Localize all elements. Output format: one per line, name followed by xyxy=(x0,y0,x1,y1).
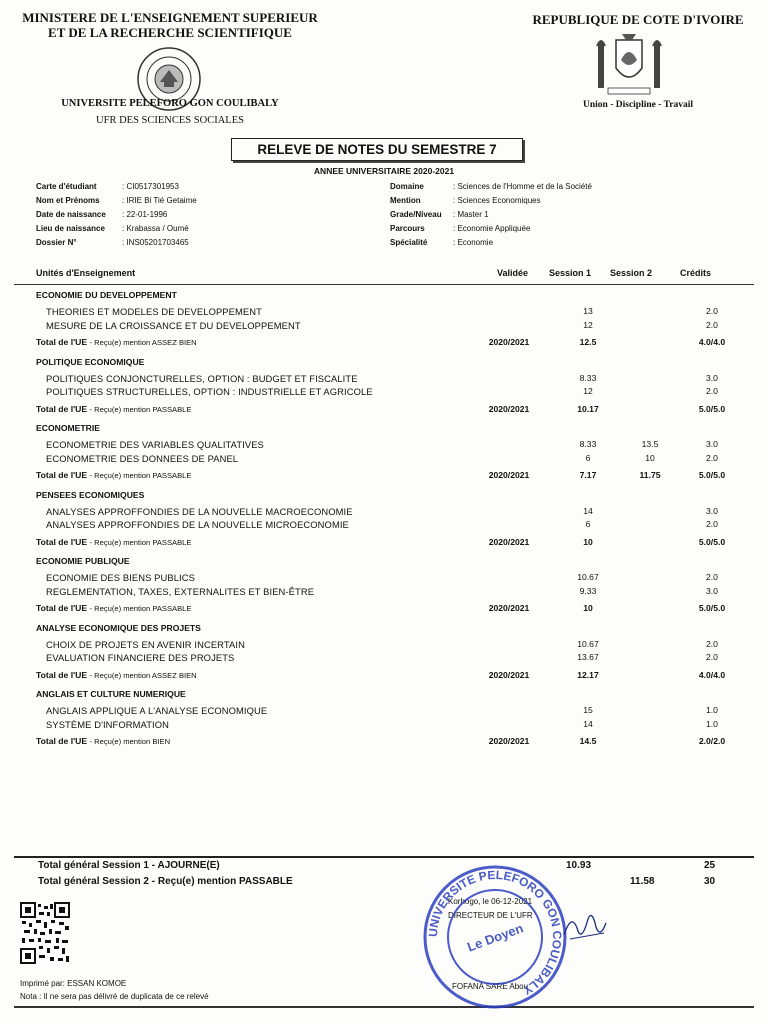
info-label: Date de naissance xyxy=(36,210,106,219)
ec-name: EVALUATION FINANCIERE DES PROJETS xyxy=(46,652,235,663)
ue-total-label xyxy=(36,470,191,480)
ec-name: REGLEMENTATION, TAXES, EXTERNALITES ET BIEN-ÊTRE xyxy=(46,585,315,597)
printed-by: Imprimé par: ESSAN KOMOE xyxy=(20,979,127,988)
ue-total-label xyxy=(36,337,197,347)
ec-session1-grade: 10.67 xyxy=(577,572,599,582)
ec-credits: 3.0 xyxy=(706,372,718,383)
ue-mention: - Reçu(e) mention BIEN xyxy=(89,737,171,746)
info-value: : INS05201703465 xyxy=(122,238,189,247)
ue-credits: 4.0/4.0 xyxy=(698,669,726,680)
total-session2-credits: 30 xyxy=(704,876,716,887)
qr-code-icon xyxy=(20,902,70,964)
university-name: UNIVERSITE PELEFORO GON COULIBALY xyxy=(61,98,279,109)
ec-name: MESURE DE LA CROISSANCE ET DU DEVELOPPEMENT xyxy=(46,319,301,331)
ec-session2-grade: 13.5 xyxy=(641,439,659,449)
ue-title: ECONOMETRIE xyxy=(36,423,100,433)
ue-total-text: Total de l'UE xyxy=(36,669,88,680)
signature-role: DIRECTEUR DE L'UFR xyxy=(448,911,533,920)
ec-session1-grade: 14 xyxy=(583,718,593,729)
ue-total-label xyxy=(36,404,191,414)
col-header-ue: Unités d'Enseignement xyxy=(36,268,136,278)
ue-session1-average: 12.5 xyxy=(579,337,597,347)
ec-credits: 2.0 xyxy=(706,572,718,582)
signatory-name: FOFANA SARE Abou xyxy=(452,982,529,991)
ue-credits: 5.0/5.0 xyxy=(698,536,726,547)
ue-session2-average: 11.75 xyxy=(639,470,661,480)
ue-validee: 2020/2021 xyxy=(488,403,530,414)
ec-name: CHOIX DE PROJETS EN AVENIR INCERTAIN xyxy=(46,638,245,650)
ec-name: ECONOMETRIE DES DONNEES DE PANEL xyxy=(46,452,239,464)
info-value: : 22-01-1996 xyxy=(122,210,168,219)
ue-title: POLITIQUE ECONOMIQUE xyxy=(36,356,145,367)
ec-name: ANALYSES APPROFFONDIES DE LA NOUVELLE MACROECONOMIE xyxy=(46,505,353,517)
official-stamp-icon xyxy=(420,862,570,1012)
ec-session1-grade: 14 xyxy=(583,505,593,516)
academic-year: ANNEE UNIVERSITAIRE 2020-2021 xyxy=(313,166,455,176)
ue-validee: 2020/2021 xyxy=(488,603,530,613)
duplicate-note: Nota : Il ne sera pas délivré de duplicata de ce relevé xyxy=(20,992,209,1001)
ue-session1-average: 12.17 xyxy=(577,669,599,680)
ec-credits: 2.0 xyxy=(706,319,718,330)
ec-credits: 1.0 xyxy=(706,705,718,715)
ue-mention: - Reçu(e) mention PASSABLE xyxy=(89,604,192,613)
ue-session1-average: 7.17 xyxy=(579,470,597,480)
total-session1-average: 10.93 xyxy=(566,860,592,871)
ue-session1-average: 10 xyxy=(583,603,593,613)
signature-place-date: Korhogo, le 06-12-2021 xyxy=(448,897,533,906)
ec-credits: 1.0 xyxy=(706,718,718,729)
document-title: RELEVE DE NOTES DU SEMESTRE 7 xyxy=(231,138,523,161)
header-divider xyxy=(14,284,754,285)
ue-block xyxy=(36,490,726,557)
col-header-session2: Session 2 xyxy=(610,268,653,278)
info-label: Carte d'étudiant xyxy=(36,182,97,191)
stamp-center-text: Le Doyen xyxy=(465,920,526,955)
ec-name: THEORIES ET MODELES DE DEVELOPPEMENT xyxy=(46,306,262,317)
info-label: Dossier N° xyxy=(36,238,77,247)
ec-session1-grade: 10.67 xyxy=(577,638,599,649)
ue-total-text: Total de l'UE xyxy=(36,603,88,613)
totals-divider xyxy=(14,856,754,858)
col-header-credits: Crédits xyxy=(680,268,712,278)
country-name: REPUBLIQUE DE COTE D'IVOIRE xyxy=(532,12,744,27)
ec-name: POLITIQUES CONJONCTURELLES, OPTION : BUDGET ET FISCALITE xyxy=(46,372,358,384)
ec-credits: 2.0 xyxy=(706,519,718,529)
info-label: Lieu de naissance xyxy=(36,224,105,233)
ue-total-text: Total de l'UE xyxy=(36,337,88,347)
ue-total-label xyxy=(36,736,170,746)
country-header xyxy=(508,12,768,28)
ue-credits: 5.0/5.0 xyxy=(698,470,726,480)
ue-validee: 2020/2021 xyxy=(488,669,530,680)
ue-mention: - Reçu(e) mention PASSABLE xyxy=(89,404,192,414)
ue-title: ANGLAIS ET CULTURE NUMERIQUE xyxy=(36,689,186,699)
ue-validee: 2020/2021 xyxy=(488,470,530,480)
ue-credits: 2.0/2.0 xyxy=(698,736,726,746)
ec-session1-grade: 9.33 xyxy=(579,585,597,596)
info-label: Mention xyxy=(390,196,421,205)
ec-name: ANALYSES APPROFFONDIES DE LA NOUVELLE MICROECONOMIE xyxy=(46,519,349,530)
info-label: Grade/Niveau xyxy=(390,210,442,219)
ue-total-text: Total de l'UE xyxy=(36,403,88,414)
info-label: Parcours xyxy=(390,224,425,233)
info-value: : Economie xyxy=(453,238,494,247)
ue-mention: - Reçu(e) mention PASSABLE xyxy=(89,471,192,480)
ministry-line-1: MINISTERE DE L'ENSEIGNEMENT SUPERIEUR xyxy=(22,10,318,25)
ec-name: ECONOMETRIE DES VARIABLES QUALITATIVES xyxy=(46,439,264,450)
ec-session1-grade: 12 xyxy=(583,319,593,330)
student-info-left xyxy=(36,180,366,256)
ec-credits: 3.0 xyxy=(706,439,718,449)
ue-session1-average: 10.17 xyxy=(577,403,599,414)
ue-title: ECONOMIE DU DEVELOPPEMENT xyxy=(36,290,177,300)
student-info-right xyxy=(390,180,730,256)
ec-session1-grade: 8.33 xyxy=(579,439,597,449)
stamp-ring-text: UNIVERSITE PELEFORO GON COULIBALY xyxy=(425,867,565,998)
ec-credits: 2.0 xyxy=(706,452,718,463)
info-value: : Economie Appliquée xyxy=(453,224,531,233)
info-value: : Krabassa / Oumé xyxy=(122,224,189,233)
total-session1-credits: 25 xyxy=(704,860,716,871)
info-value: : Master 1 xyxy=(453,210,489,219)
ec-session1-grade: 13 xyxy=(583,306,593,316)
ec-session1-grade: 6 xyxy=(585,452,591,463)
ec-session1-grade: 6 xyxy=(585,519,591,529)
ministry-line-2: ET DE LA RECHERCHE SCIENTIFIQUE xyxy=(48,25,292,40)
ue-session1-average: 10 xyxy=(583,536,593,547)
signature-scribble-icon xyxy=(560,905,610,945)
ue-title: PENSEES ECONOMIQUES xyxy=(36,489,145,500)
ec-session1-grade: 8.33 xyxy=(579,372,597,383)
ue-total-label xyxy=(36,670,197,680)
ministry-header xyxy=(0,10,340,40)
info-value: : CI0517301953 xyxy=(122,182,179,191)
ec-session1-grade: 12 xyxy=(583,386,593,396)
ue-total-text: Total de l'UE xyxy=(36,470,88,480)
total-session2-label: Total général Session 2 - Reçu(e) mention PASSABLE xyxy=(38,876,293,887)
ue-validee: 2020/2021 xyxy=(488,736,530,746)
ec-session1-grade: 15 xyxy=(583,705,593,715)
ec-credits: 3.0 xyxy=(706,585,718,596)
info-value: : IRIE Bi Tié Getaime xyxy=(122,196,197,205)
ue-total-text: Total de l'UE xyxy=(36,536,88,547)
ue-credits: 4.0/4.0 xyxy=(698,337,726,347)
ec-session1-grade: 13.67 xyxy=(577,652,599,662)
ue-block xyxy=(36,290,726,357)
footer-divider xyxy=(14,1006,754,1008)
ec-credits: 3.0 xyxy=(706,505,718,516)
info-label: Nom et Prénoms xyxy=(36,196,100,205)
ue-credits: 5.0/5.0 xyxy=(698,403,726,414)
ue-session1-average: 14.5 xyxy=(579,736,597,746)
ue-mention: - Reçu(e) mention PASSABLE xyxy=(89,537,192,547)
ue-total-label xyxy=(36,537,191,547)
info-label: Spécialité xyxy=(390,238,428,247)
info-value: : Sciences de l'Homme et de la Société xyxy=(453,182,592,191)
ec-credits: 2.0 xyxy=(706,306,718,316)
ue-title: ANALYSE ECONOMIQUE DES PROJETS xyxy=(36,622,201,633)
ue-validee: 2020/2021 xyxy=(488,536,530,547)
info-label: Domaine xyxy=(390,182,424,191)
ue-block xyxy=(36,357,726,424)
ue-block xyxy=(36,423,726,490)
ue-mention: - Reçu(e) mention ASSEZ BIEN xyxy=(89,338,197,347)
ue-validee: 2020/2021 xyxy=(488,337,530,347)
total-session2-average: 11.58 xyxy=(630,876,655,887)
total-session1-label: Total général Session 1 - AJOURNE(E) xyxy=(38,860,220,871)
ec-name: SYSTÈME D'INFORMATION xyxy=(46,718,169,730)
ec-credits: 2.0 xyxy=(706,652,718,662)
ue-credits: 5.0/5.0 xyxy=(698,603,726,613)
ue-block xyxy=(36,689,726,756)
ufr-name: UFR DES SCIENCES SOCIALES xyxy=(96,115,244,126)
info-value: : Sciences Economiques xyxy=(453,196,541,205)
col-header-session1: Session 1 xyxy=(549,268,592,278)
ue-total-label xyxy=(36,603,191,613)
ec-name: ANGLAIS APPLIQUE A L'ANALYSE ECONOMIQUE xyxy=(46,705,268,716)
ec-credits: 2.0 xyxy=(706,386,718,396)
ue-block xyxy=(36,623,726,690)
ec-session2-grade: 10 xyxy=(645,452,655,463)
national-motto: Union - Discipline - Travail xyxy=(583,100,693,110)
ec-credits: 2.0 xyxy=(706,638,718,649)
ec-name: ECONOMIE DES BIENS PUBLICS xyxy=(46,572,195,583)
ec-name: POLITIQUES STRUCTURELLES, OPTION : INDUSTRIELLE ET AGRICOLE xyxy=(46,386,373,397)
col-header-validee: Validée xyxy=(497,268,529,278)
ue-block xyxy=(36,556,726,623)
ue-mention: - Reçu(e) mention ASSEZ BIEN xyxy=(89,670,197,680)
coat-of-arms-icon xyxy=(588,30,670,98)
ue-title: ECONOMIE PUBLIQUE xyxy=(36,556,130,566)
ue-total-text: Total de l'UE xyxy=(36,736,88,746)
